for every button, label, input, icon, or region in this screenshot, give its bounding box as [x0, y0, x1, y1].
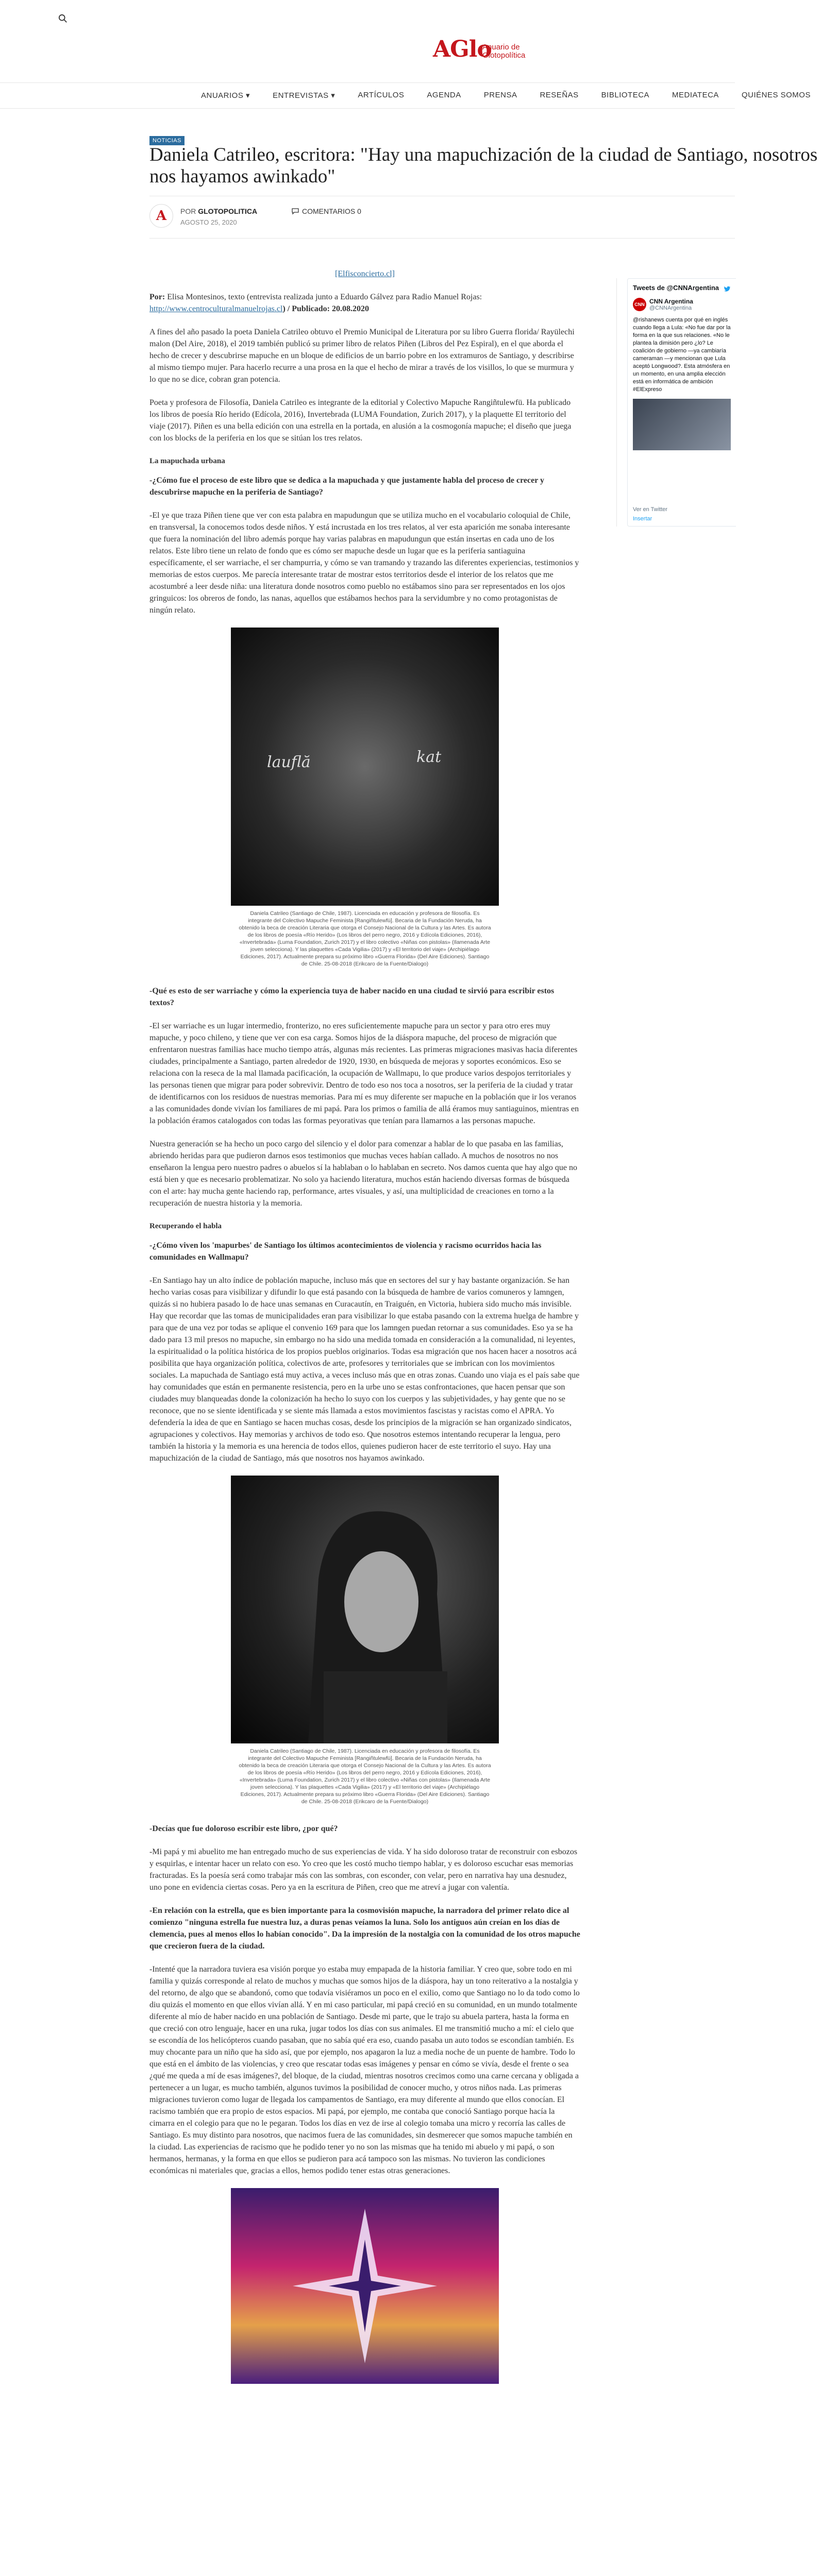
account-name: CNN Argentina — [649, 298, 693, 305]
embed-title: Tweets de @CNNArgentina — [633, 284, 719, 292]
credits-label: Por: — [149, 293, 165, 301]
nav-item-prensa[interactable]: PRENSA — [483, 91, 517, 99]
author-portrait-photo[interactable] — [231, 1476, 499, 1743]
paragraph: -En Santiago hay un alto índice de población mapuche, incluso más que en sectores del sur y hay bastante organización. Se han hecho varias cosas para visibilizar y difundir lo que está pasando con la búsqueda de hambre de varios comuneros y lamngen, quizás si no hubiera pasado lo de hace unas semanas en Curacautín, en Traiguén, en Victoria, hubiera sido mucho más invisible. Hay que recordar que las tomas de municipalidades eran para visibilizar lo que estaba pasando con la extrema huelga de hambre y para que de una vez por todas se aplique el convenio 169 para que los lamngen puedan retornar a sus comunidades. Eso ya se ha dado para 13 mil presos no mapuche, sin embargo no ha sido una medida tomada en consideración a la comunalidad, ni leyentes, la espiritualidad o la política histórica de los propios pueblos originarios. Todas esa migración que nos hacen hacer a nosotros acá posibilita que haya organización política, colectivos de arte, profesores y territoriales que se imbrican con los movimientos sociales. La mapuchada de Santiago está muy activa, a veces incluso más que en otras zonas. Cuando uno viaja es el país sabe que hay comunidades que están en permanente resistencia, pero en la urbe uno se estas confrontaciones, que hacen pensar que son ciudades muy blanqueadas donde la colonización ha hecho lo suyo con los cuerpos y las subjetividades, y hay gente que no se reconoce, que no se siente identificada y se siente más llamada a estos movimientos fascistas y racistas como el APRA. Yo defendería la idea de que en Santiago se hacen muchas cosas, desde los principios de la migración se han organizado sindicatos, agrupaciones y colectivos. Hay memorias y archivos de todo eso. Que nosotros estemos intentando recuperar la lengua, pero también la historia y la memoria es una herencia de todos ellos, quienes pudieron hacer de este territorio el suyo. Hay una mapuchización de la ciudad de Santiago, más que nosotros nos hayamos awinkado. — [149, 1276, 580, 1463]
paragraph: Poeta y profesora de Filosofía, Daniela Catrileo es integrante de la editorial y Colectivo Mapuche Rangiñtulewfü. Ha publicado los libros de poesía Río herido (Edícola, 2016), Invertebrada (LUMA Foundation, Zurich 2017), y la plaquette El territorio del viaje (2017). Piñen es una bella edición con una estrella en la portada, en alusión a la cosmogonía mapuche; el diseño que juega con los blocks de la periferia en los que se sitúan los tres relatos. — [149, 398, 572, 443]
comments-count[interactable] — [292, 207, 361, 215]
nav-label: ENTREVISTAS — [273, 91, 329, 100]
nav-item-mediateca[interactable]: MEDIATECA — [672, 91, 719, 99]
section-heading: Recuperando el habla — [149, 1222, 222, 1230]
section-heading: La mapuchada urbana — [149, 457, 225, 465]
article-body — [149, 258, 580, 2399]
twitter-embed[interactable] — [627, 278, 736, 527]
logo-main-text: AGlo — [433, 36, 492, 62]
author-avatar[interactable]: A — [149, 204, 173, 228]
nav-item-articulos[interactable]: ARTÍCULOS — [358, 91, 405, 99]
tweet-media[interactable] — [633, 399, 731, 450]
paragraph: Nuestra generación se ha hecho un poco cargo del silencio y el dolor para comenzar a hablar de lo que pasaba en las familias, abriendo heridas para que pudieron darnos esos testimonios que muchas veces habían callado. A muchos de nosotros no nos enseñaron la lengua pero nuestro padres o abuelos sí la hablaban o lo hablaban en secreto. Nos damos cuenta que hay algo que no está bien y que es necesario problematizar. No solo ya haciendo literatura, muchos están haciendo diversas formas de búsqueda con el arte: hay mucha gente haciendo rap, performance, artes visuales, y así, una multiplicidad de creaciones en torno a la recuperación de nuestra historia y la memoria. — [149, 1140, 577, 1208]
author-name[interactable]: GLOTOPOLITICA — [198, 207, 258, 215]
post-date: AGOSTO 25, 2020 — [180, 218, 237, 226]
tweet-text: @rishanews cuenta por qué en inglés cuando llega a Lula: «No fue dar por la forma en la que sus relaciones. «No le plantea la dimisión pero ¿lo? Le coalición de gobierno —ya cambiaría cameraman —y mencionan que Lula aceptó Longwood?. Esta atmósfera en un momento, en una amplia elección está en informática de ambición #ElExpreso — [633, 317, 731, 393]
account-avatar: CNN — [633, 298, 646, 311]
search-icon[interactable] — [58, 14, 68, 23]
account-handle: @CNNArgentina — [649, 305, 692, 311]
book-cover-image[interactable] — [231, 2188, 499, 2384]
paragraph: -Intenté que la narradora tuviera esa visión porque yo estaba muy empapada de la historia familiar. Y creo que, sobre todo en mi familia y quizás corresponde al relato de muchos y muchas que somos hijos de la diáspora, hay un tono reiterativo a la nostalgia y del retorno, de algo que se abandonó, como que todavía visiéramos un poco en el exilio, como que Santiago no lo da todo como lo diu quizás el momento en que ellos vivían allá. Y en mi caso particular, mi papá creció en su comunidad, en un mundo totalmente diferente al mío de haber nacido en una población de Santiago. Desde mi parte, que le trajo su abuela partera, hasta la forma en que creció con otro lenguaje, hacer en una ruka, jugar todos los días con sus animales. El me transmitió mucho a mí: el cielo que se escondía de los helicópteros cuando pasaban, que no sabía qué era eso, cuando pasaba un auto todos se escondían también. Es muy chocante para un niño que ha sido así, que por ejemplo, nos apagaron la luz a media noche de un puente de hambre. Todo lo que está en el ámbito de las violencias, y creo que rescatar todas esas imágenes y pensar en cómo se vivía, desde el frente o sea ¿qué me queda a mí de esas imágenes?, del bloque, de la ciudad, mientras nosotros crecimos como una carne cercana y obligada a pertenecer a un lugar, es mucho también, algunos tuvimos la posibilidad de conocer mucho, y otros niños nada. Las primeras migraciones tuvieron como lugar de llegada los campamentos de Santiago, era muy diferente al mundo que ellos conocían. El racismo también que era propio de estos espacios. Mi papá, por ejemplo, me contaba que conoció Santiago porque hacía la cimarra en el colegio para que no le pegaran. Todos los días en vez de irse al colegio tomaba una micro y recorría las calles de Santiago. Es muy distinto para nosotros, que nacimos fuera de las comunidades, sin desmerecer que somos mapuche también en la ciudad. Las experiencias de racismo que he podido tener yo no son las mismas que ha tenido mi abuelo y mi papá, o son hermanos, hermanas, y la forma en que ellos se pudieron para acá tampoco son las mismas. No tuvieron las condiciones económicas ni materiales que, gracias a ellos, hemos podido tener estas otras generaciones. — [149, 1965, 580, 2175]
credits — [149, 291, 580, 315]
article-figure — [231, 1476, 499, 1807]
article-figure — [231, 2188, 499, 2384]
article-figure — [231, 628, 499, 970]
portrait-silhouette — [231, 1476, 499, 1743]
interview-question: -¿Cómo viven los 'mapurbes' de Santiago los últimos acontecimientos de violencia y racismo ocurridos hacia las comunidades en Wallmapu? — [149, 1241, 542, 1262]
site-header — [0, 0, 735, 83]
credits-text: Elisa Montesinos, texto (entrevista realizada junto a Eduardo Gálvez para Radio Manuel Rojas: — [167, 293, 482, 301]
source-link[interactable]: [Elfisconcierto.cl] — [335, 269, 395, 278]
nav-label: ANUARIOS — [201, 91, 244, 100]
category-badge[interactable]: NOTICIAS — [149, 136, 184, 145]
paragraph: -El ser warriache es un lugar intermedio, fronterizo, no eres suficientemente mapuche para un sector y para otro eres muy mapuche, y poco chileno, y tiene que ver con esa carga. Somos hijos de la diáspora mapuche, del proceso de migración que enfrentaron nuestras familias hace mucho tiempo atrás, algunas más recientes. Las primeras migraciones masivas hacia diferentes ciudades, principalmente a Santiago, parten alrededor de 1920, 1930, en búsqueda de mejoras y soportes económicos. Eso se relaciona con la reseca de la mal llamada pacificación, la ocupación de Wallmapu, lo que produce varios despojos territoriales y las personas tienen que migrar para poder sobrevivir. Dentro de todo eso nos toca a nosotros, ser la periferia de la ciudad y tratar de identificarnos con los residuos de nuestras memorias. Para mí es muy diferente ser mapuche en la población que ir los veranos a las comunidades donde vivían los familiares de mi papá. Para los primos o familia de allá éramos muy santiaguinos, mientras en la población éramos catalogados con todas las formas peyorativas que tenían para llamarnos a las personas mapuche. — [149, 1022, 579, 1125]
interview-question: -¿Cómo fue el proceso de este libro que se dedica a la mapuchada y que justamente habla del proceso de crecer y descubrirse mapuche en la periferia de Santiago? — [149, 476, 545, 497]
interview-question: -En relación con la estrella, que es bien importante para la cosmovisión mapuche, la narradora del primer relato dice al comienzo "ninguna estrella fue nuestra luz, a duras penas veíamos la luna. Solo los antiguos aún creían en los días de clemencia, pues al menos ellos lo habían conocido". Da la impresión de la nostalgia con la comunidad de los otros mapuche que crecieron fuera de la ciudad. — [149, 1906, 580, 1951]
paragraph: A fines del año pasado la poeta Daniela Catrileo obtuvo el Premio Municipal de Literatura por su libro Guerra florida/ Rayülechi malon (Del Aire, 2018), el 2019 también publicó su primer libro de relatos Piñen (Libros del Pez Espiral), en el que aborda el hecho de crecer y descubrirse mapuche en un bloque de edificios de un barrio pobre en los extramuros de Santiago, y describirse al mismo tiempo mujer. Para hacerlo recurre a una prosa en la que el hecho de mirar a través de los visillos, lo que se murmura y lo que no se dice, cobran gran potencia. — [149, 328, 575, 384]
nav-item-biblioteca[interactable]: BIBLIOTECA — [601, 91, 650, 99]
nav-item-resenas[interactable]: RESEÑAS — [540, 91, 579, 99]
tattoo-text-right: kat — [416, 748, 442, 766]
embed-link[interactable]: Insertar — [633, 516, 652, 522]
meta-divider-bottom — [149, 238, 735, 239]
tattooed-arms-photo[interactable] — [231, 628, 499, 906]
nav-item-entrevistas[interactable]: ENTREVISTAS ▾ — [273, 91, 335, 100]
nav-item-quienes-somos[interactable]: QUIÉNES SOMOS — [741, 91, 811, 99]
paragraph: -Mi papá y mi abuelito me han entregado mucho de sus experiencias de vida. Y ha sido doloroso tratar de reconstruir con esbozos y esquirlas, e intentar hacer un relato con eso. Yo creo que les costó mucho tiempo hablar, y es doloroso escuchar esas memorias fracturadas. Es la poesía será como trabajar más con las sombras, con esconder, con velar, pero en narrativa hay una desnudez, uno pone en evidencia ciertas cosas. Pero ya en la escritura de Piñen, creo que me atreví a jugar con valentía. — [149, 1848, 578, 1892]
credits-url-link[interactable]: http://www.centroculturalmanuelrojas.cl — [149, 304, 283, 313]
nav-divider — [0, 108, 735, 109]
tweet-author[interactable] — [628, 295, 736, 314]
interview-question: -Qué es esto de ser warriache y cómo la experiencia tuya de haber nacido en una ciudad te sirvió para escribir estos textos? — [149, 987, 555, 1007]
author-byline — [180, 207, 257, 215]
nav-item-anuarios[interactable]: ANUARIOS ▾ — [201, 91, 250, 100]
comments-label: COMENTARIOS 0 — [302, 207, 361, 215]
view-on-twitter-link[interactable]: Ver en Twitter — [633, 506, 668, 513]
star-graphic — [231, 2188, 499, 2384]
interview-question: -Decías que fue doloroso escribir este libro, ¿por qué? — [149, 1824, 338, 1833]
tattoo-text-left: lauflă — [267, 753, 311, 771]
paragraph: -El ye que traza Piñen tiene que ver con esta palabra en mapudungun que se utiliza mucho en el vocabulario coloquial de Chile, en transversal, la conocemos todos desde niños. Y está incrustada en los tres relatos, al ver esta aparición me sonaba interesante que fuera la nominación del libro además porque hay varias palabras en mapudungun que están insertas en cada uno de los relatos. Este libro tiene un relato de fondo que es cómo ser mapuche desde un lugar que es la periferia santiaguina específicamente, el ser warriache, el ser champurria, y cómo se van tramando y trazando las diferentes experiencias, testimonios y memorias de estos cuerpos. Me parecía interesante tratar de mostrar estos territorios desde el interior de los relatos que me acostumbré a leer desde niña: una literatura donde nosotros como pueblo no estábamos sino para ser representados en los ojos gringuicos: los obreros de fondo, las nanas, aquellos que estábamos hechos para la servidumbre y no como protagonistas de ningún relato. — [149, 511, 579, 615]
author-prefix: POR — [180, 207, 196, 215]
article-title: Daniela Catrileo, escritora: "Hay una mapuchización de la ciudad de Santiago, nosotros nos hayamos awinkado" — [149, 144, 818, 187]
published-date: ) / Publicado: 20.08.2020 — [282, 304, 369, 313]
figure-caption: Daniela Catrileo (Santiago de Chile, 1987). Licenciada en educación y profesora de filosofía. Es integrante del Colectivo Mapuche Feminista [Rangiñtulewfü]. Becaria de la Fundación Neruda, ha obtenido la beca de creación Literaria que otorga el Consejo Nacional de la Cultura y las Artes. Es autora de los libros de poesía «Río Herido» (Los libros del perro negro, 2016 y Edícola Ediciones, 2016), «Invertebrada» (Luma Foundation, Zurich 2017) y el libro colectivo «Niñas con pistolas» (Ilamenada Arte joven selecciona). Y las plaquettes «Cada Vigilia» (2017) y «El territorio del viaje» (Archipiélago Ediciones, 2017). Actualmente prepara su próximo libro «Guerra Florida» (Del Aire Ediciones). Santiago de Chile. 25-08-2018 (Erikcaro de la Fuente/Dialogo) — [239, 1748, 491, 1805]
twitter-bird-icon — [723, 285, 731, 293]
comment-icon — [292, 208, 299, 214]
nav-item-agenda[interactable]: AGENDA — [427, 91, 461, 99]
sidebar — [616, 278, 735, 527]
logo-subtitle: Anuario de Glotopolítica — [482, 43, 526, 60]
main-nav — [190, 91, 822, 102]
figure-caption: Daniela Catrileo (Santiago de Chile, 1987). Licenciada en educación y profesora de filosofía. Es integrante del Colectivo Mapuche Feminista [Rangiñtulewfü]. Becaria de la Fundación Neruda, ha obtenido la beca de creación Literaria que otorga el Consejo Nacional de la Cultura y las Artes. Es autora de los libros de poesía «Río Herido» (Los libros del perro negro, 2016 y Edícola Ediciones, 2016), «Invertebrada» (Luma Foundation, Zurich 2017) y el libro colectivo «Niñas con pistolas» (Ilamenada Arte joven selecciona). Y las plaquettes «Cada Vigilia» (2017) y «El territorio del viaje» (Archipiélago Ediciones, 2017). Actualmente prepara su próximo libro «Guerra Florida» (Del Aire Ediciones). Santiago de Chile. 25-08-2018 (Erikcaro de la Fuente/Dialogo) — [239, 910, 491, 967]
